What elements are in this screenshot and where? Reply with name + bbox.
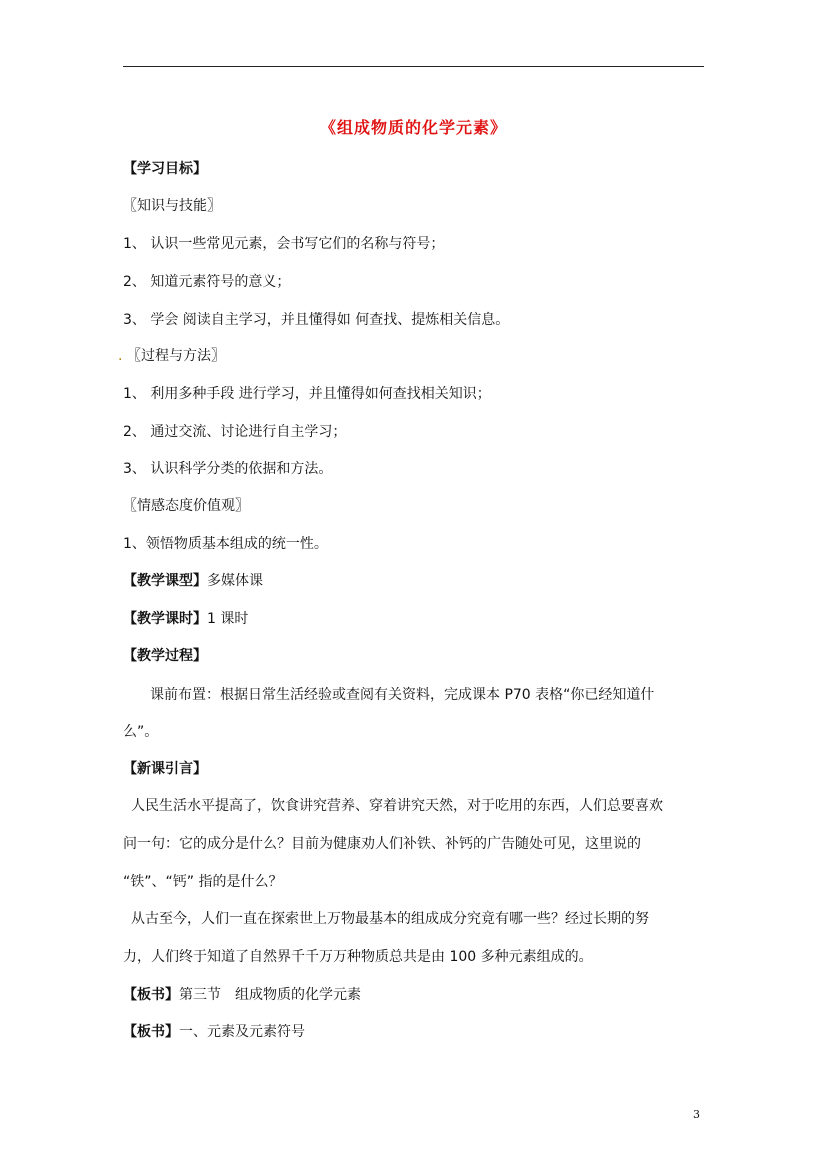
intro-line-4: 从古至今，人们一直在探索世上万物最基本的组成成分究竟有哪一些？经过长期的努 xyxy=(131,911,649,927)
lesson-type-label: 【教学课型】 xyxy=(123,573,207,589)
knowledge-item-2: 2、 知道元素符号的意义； xyxy=(123,274,291,290)
prep-line-2: 么”。 xyxy=(123,724,159,740)
page-number: 3 xyxy=(693,1108,700,1121)
knowledge-heading: 〖知识与技能〗 xyxy=(123,198,221,214)
lesson-hours xyxy=(123,609,248,629)
document-title: 《组成物质的化学元素》 xyxy=(319,118,507,137)
process-item-2: 2、 通过交流、讨论进行自主学习； xyxy=(123,424,347,440)
teaching-process-heading: 【教学过程】 xyxy=(123,648,207,664)
intro-line-3: “铁”、“钙” 指的是什么？ xyxy=(123,874,283,890)
lesson-type xyxy=(123,571,263,591)
knowledge-item-1: 1、 认识一些常见元素，会书写它们的名称与符号； xyxy=(123,236,445,252)
intro-line-1: 人民生活水平提高了，饮食讲究营养、穿着讲究天然，对于吃用的东西，人们总要喜欢 xyxy=(131,798,663,814)
emotion-item-1: 1、领悟物质基本组成的统一性。 xyxy=(123,536,328,552)
board-note-1-label: 【板书】 xyxy=(123,987,179,1003)
process-item-1: 1、 利用多种手段 进行学习，并且懂得如何查找相关知识； xyxy=(123,386,491,402)
objectives-heading: 【学习目标】 xyxy=(123,161,207,177)
intro-line-5: 力，人们终于知道了自然界千千万万种物质总共是由 100 多种元素组成的。 xyxy=(123,949,593,965)
process-marker: . xyxy=(118,348,123,364)
board-note-1 xyxy=(123,985,361,1005)
lesson-type-value: 多媒体课 xyxy=(207,573,263,589)
board-note-1-value: 第三节 组成物质的化学元素 xyxy=(179,987,361,1003)
emotion-heading: 〖情感态度价值观〗 xyxy=(123,498,249,514)
intro-heading: 【新课引言】 xyxy=(123,761,207,777)
board-note-2 xyxy=(123,1022,305,1042)
board-note-2-label: 【板书】 xyxy=(123,1024,179,1040)
header-rule xyxy=(123,66,704,67)
process-heading: 〖过程与方法〗 xyxy=(127,348,225,364)
prep-line-1: 课前布置：根据日常生活经验或查阅有关资料，完成课本 P70 表格“你已经知道什 xyxy=(150,687,655,703)
board-note-2-value: 一、元素及元素符号 xyxy=(179,1024,305,1040)
knowledge-item-3: 3、 学会 阅读自主学习，并且懂得如 何查找、提炼相关信息。 xyxy=(123,312,510,328)
intro-line-2: 问一句：它的成分是什么？目前为健康劝人们补铁、补钙的广告随处可见，这里说的 xyxy=(123,836,641,852)
process-item-3: 3、 认识科学分类的依据和方法。 xyxy=(123,461,333,477)
lesson-hours-label: 【教学课时】 xyxy=(123,611,207,627)
lesson-hours-value: 1 课时 xyxy=(207,611,249,627)
